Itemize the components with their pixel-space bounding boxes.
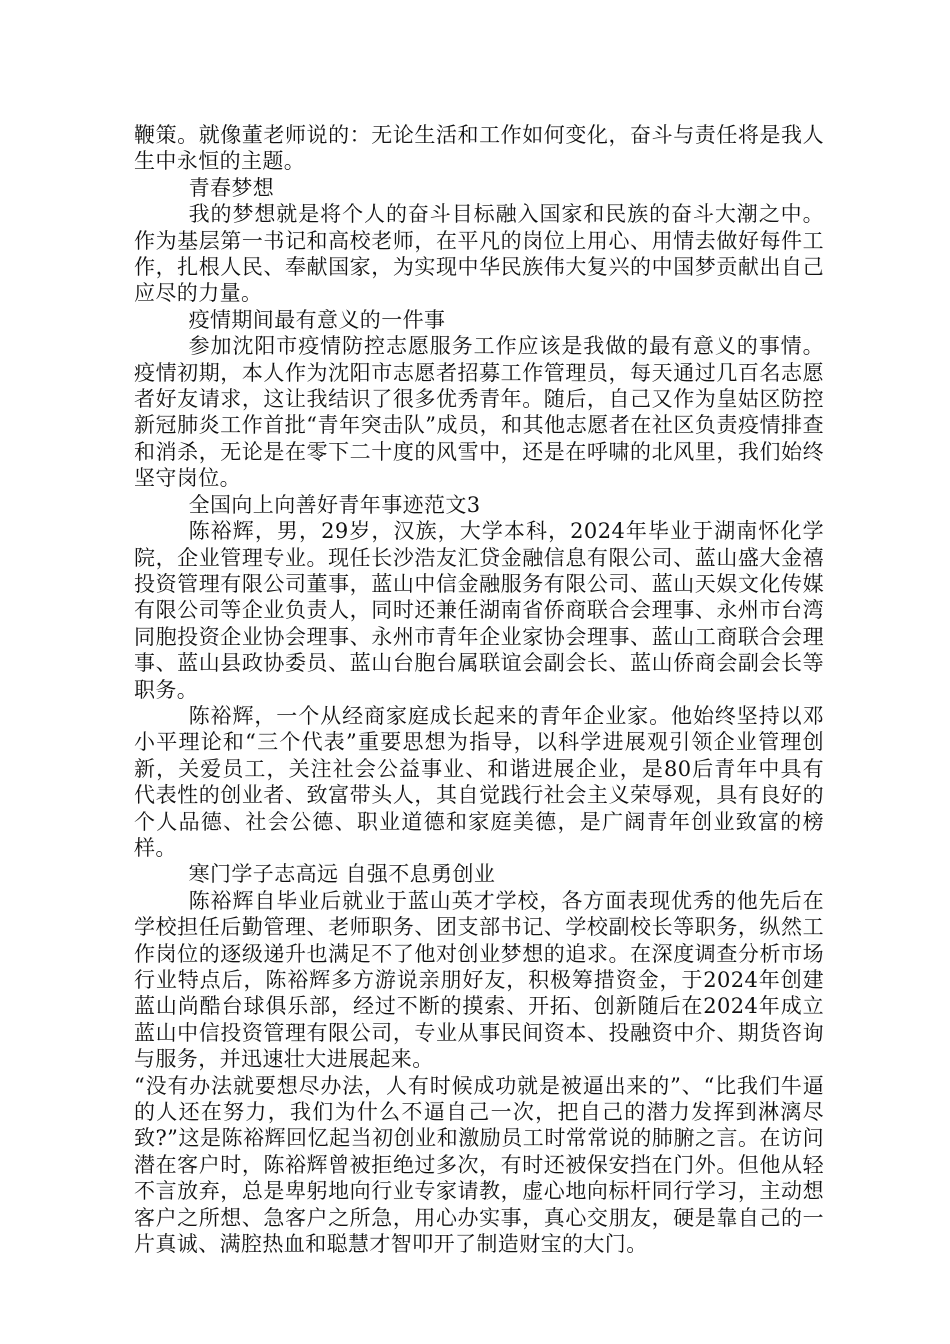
paragraph: 参加沈阳市疫情防控志愿服务工作应该是我做的最有意义的事情。疫情初期，本人作为沈阳市志愿者招募工作管理员，每天通过几百名志愿者好友请求，这让我结识了很多优秀青年。随后，自己又作为皇姑区防控新冠肺炎工作首批“青年突击队”成员，和其他志愿者在社区负责疫情排查和消杀，无论是在零下二十度的风雪中，还是在呼啸的北风里，我们始终坚守岗位。 [134,334,824,491]
paragraph-continuation: 鞭策。就像董老师说的：无论生活和工作如何变化，奋斗与责任将是我人生中永恒的主题。 [134,123,824,174]
paragraph: 陈裕辉，一个从经商家庭成长起来的青年企业家。他始终坚持以邓小平理论和“三个代表”重要思想为指导，以科学进展观引领企业管理创新，关爱员工，关注社会公益事业、和谐进展企业，是80后青年中具有代表性的创业者、致富带头人，其自觉践行社会主义荣辱观，具有良好的个人品德、社会公德、职业道德和家庭美德，是广阔青年创业致富的榜样。 [134,703,824,860]
paragraph: 我的梦想就是将个人的奋斗目标融入国家和民族的奋斗大潮之中。作为基层第一书记和高校老师，在平凡的岗位上用心、用情去做好每件工作，扎根人民、奉献国家，为实现中华民族伟大复兴的中国梦贡献出自己应尽的力量。 [134,202,824,306]
paragraph: 陈裕辉，男，29岁，汉族，大学本科，2024年毕业于湖南怀化学院，企业管理专业。现任长沙浩友汇贷金融信息有限公司、蓝山盛大金禧投资管理有限公司董事，蓝山中信金融服务有限公司、蓝山天娱文化传媒有限公司等企业负责人，同时还兼任湖南省侨商联合会理事、永州市台湾同胞投资企业协会理事、永州市青年企业家协会理事、蓝山工商联合会理事、蓝山县政协委员、蓝山台胞台属联谊会副会长、蓝山侨商会副会长等职务。 [134,519,824,702]
section-heading-youth-dream: 青春梦想 [188,175,275,200]
paragraph: 陈裕辉自毕业后就业于蓝山英才学校，各方面表现优秀的他先后在学校担任后勤管理、老师职务、团支部书记、学校副校长等职务，纵然工作岗位的逐级递升也满足不了他对创业梦想的追求。在深度调查分析市场行业特点后，陈裕辉多方游说亲朋好友，积极筹措资金，于2024年创建蓝山尚酷台球俱乐部，经过不断的摸索、开拓、创新随后在2024年成立蓝山中信投资管理有限公司，专业从事民间资本、投融资中介、期货咨询与服务，并迅速壮大进展起来。 [134,888,824,1072]
paragraph-quote: “没有办法就要想尽办法，人有时候成功就是被逼出来的”、“比我们牛逼的人还在努力，我们为什么不逼自己一次，把自己的潜力发挥到淋漓尽致?”这是陈裕辉回忆起当初创业和激励员工时常常说的肺腑之言。在访问潜在客户时，陈裕辉曾被拒绝过多次，有时还被保安挡在门外。但他从轻不言放弃，总是卑躬地向行业专家请教，虚心地向标杆同行学习，主动想客户之所想、急客户之所急，用心办实事，真心交朋友，硬是靠自己的一片真诚、满腔热血和聪慧才智叩开了制造财宝的大门。 [134,1073,824,1257]
section-heading-entrepreneurship: 寒门学子志高远 自强不息勇创业 [188,862,496,887]
section-heading-example-3: 全国向上向善好青年事迹范文3 [188,492,481,517]
section-heading-epidemic: 疫情期间最有意义的一件事 [188,307,446,332]
document-body [134,122,824,1257]
